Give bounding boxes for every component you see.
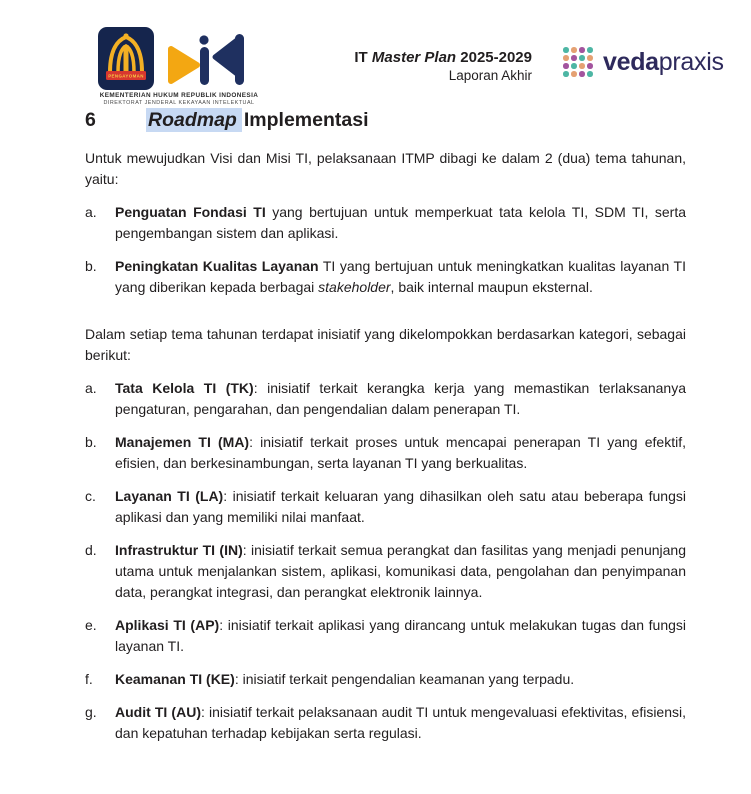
list-item (85, 432, 686, 474)
directorate-name: DIREKTORAT JENDERAL KEKAYAAN INTELEKTUAL (103, 100, 255, 106)
list-marker: c. (85, 488, 96, 504)
list-item-text: Manajemen TI (MA): inisiatif terkait proses untuk mencapai penerapan TI yang efektif, efisien, dan berkesinambungan, serta layanan TI yang berkualitas. (115, 434, 686, 471)
brand-dot (579, 63, 585, 69)
list-marker: a. (85, 380, 97, 396)
list-item (85, 378, 686, 420)
theme-list (85, 202, 686, 298)
brand-dot (587, 71, 593, 77)
list-marker: b. (85, 434, 97, 450)
ministry-name: KEMENTERIAN HUKUM REPUBLIK INDONESIA (99, 92, 259, 99)
section-number: 6 (85, 109, 96, 131)
djki-logo-icon (164, 32, 246, 86)
list-marker: g. (85, 704, 97, 720)
list-item (85, 615, 686, 657)
list-item (85, 669, 686, 690)
list-item (85, 202, 686, 244)
brand-dot (571, 55, 577, 61)
page-content (85, 107, 686, 756)
document-subtitle: Laporan Akhir (448, 68, 532, 83)
section-title-rest: Implementasi (243, 109, 369, 131)
list-marker: e. (85, 617, 97, 633)
brand-name-light: praxis (658, 47, 724, 76)
category-list (85, 378, 686, 744)
brand-dot (587, 63, 593, 69)
list-marker: f. (85, 671, 93, 687)
brand-dot (587, 47, 593, 53)
list-item-text: Keamanan TI (KE): inisiatif terkait pengendalian keamanan yang terpadu. (115, 671, 575, 687)
list-item-text: Audit TI (AU): inisiatif terkait pelaksanaan audit TI untuk mengevaluasi efektivitas, efisiensi, dan kepatuhan terhadap kebijakan serta regulasi. (115, 704, 687, 741)
list-item-text: Penguatan Fondasi TI yang bertujuan untuk memperkuat tata kelola TI, SDM TI, serta pengembangan sistem dan aplikasi. (115, 204, 686, 241)
brand-dot (587, 55, 593, 61)
brand-dot (563, 47, 569, 53)
brand-dot (571, 63, 577, 69)
brand-dot (579, 47, 585, 53)
document-title-block (354, 49, 532, 83)
ministry-logo-icon (98, 27, 154, 90)
list-item (85, 256, 686, 298)
list-item (85, 486, 686, 528)
brand-dot (563, 55, 569, 61)
document-title-suffix: 2025-2029 (456, 49, 532, 66)
ministry-caption (88, 92, 270, 106)
brand-name-bold: veda (603, 47, 659, 76)
document-title-prefix: IT (354, 49, 372, 66)
list-item-text: Layanan TI (LA): inisiatif terkait keluaran yang dihasilkan oleh satu atau beberapa fungsi aplikasi dan yang memiliki nilai manfaat. (115, 488, 686, 525)
list-item-text: Tata Kelola TI (TK): inisiatif terkait kerangka kerja yang memastikan terlaksananya pengaturan, pengarahan, dan pengendalian dalam penerapan TI. (115, 380, 687, 417)
document-title-italic: Master Plan (371, 49, 457, 66)
section-title-text (146, 109, 369, 131)
intro-paragraph: Untuk mewujudkan Visi dan Misi TI, pelaksanaan ITMP dibagi ke dalam 2 (dua) tema tahunan, yaitu: (85, 150, 686, 187)
list-marker: b. (85, 258, 97, 274)
list-marker: a. (85, 204, 97, 220)
list-item (85, 540, 686, 603)
list-item (85, 702, 686, 744)
list-marker: d. (85, 542, 97, 558)
vedapraxis-logo (562, 46, 724, 78)
vedapraxis-dots-icon (562, 46, 594, 78)
categories-intro-paragraph: Dalam setiap tema tahunan terdapat inisiatif yang dikelompokkan berdasarkan kategori, sebagai berikut: (85, 326, 686, 363)
brand-dot (563, 63, 569, 69)
list-item-text: Peningkatan Kualitas Layanan TI yang bertujuan untuk meningkatkan kualitas layanan TI yang diberikan kepada berbagai stakeholder, baik internal maupun eksternal. (115, 258, 686, 295)
brand-dot (579, 71, 585, 77)
brand-dot (563, 71, 569, 77)
brand-dot (571, 71, 577, 77)
document-title (354, 49, 532, 66)
section-title-highlight: Roadmap (146, 108, 242, 132)
brand-name (603, 48, 724, 77)
pengayoman-banner-text: PENGAYOMAN (108, 73, 144, 79)
list-item-text: Aplikasi TI (AP): inisiatif terkait aplikasi yang dirancang untuk melakukan tugas dan fungsi layanan TI. (115, 617, 687, 654)
government-logos (98, 27, 258, 91)
brand-dot (571, 47, 577, 53)
brand-dot (579, 55, 585, 61)
list-item-text: Infrastruktur TI (IN): inisiatif terkait semua perangkat dan fasilitas yang menjadi penunjang utama untuk menjalankan sistem, aplikasi, komunikasi data, pengolahan dan penyimpanan data, perangkat integrasi, dan perangkat elektronik lainnya. (115, 542, 686, 600)
section-heading (85, 107, 686, 133)
